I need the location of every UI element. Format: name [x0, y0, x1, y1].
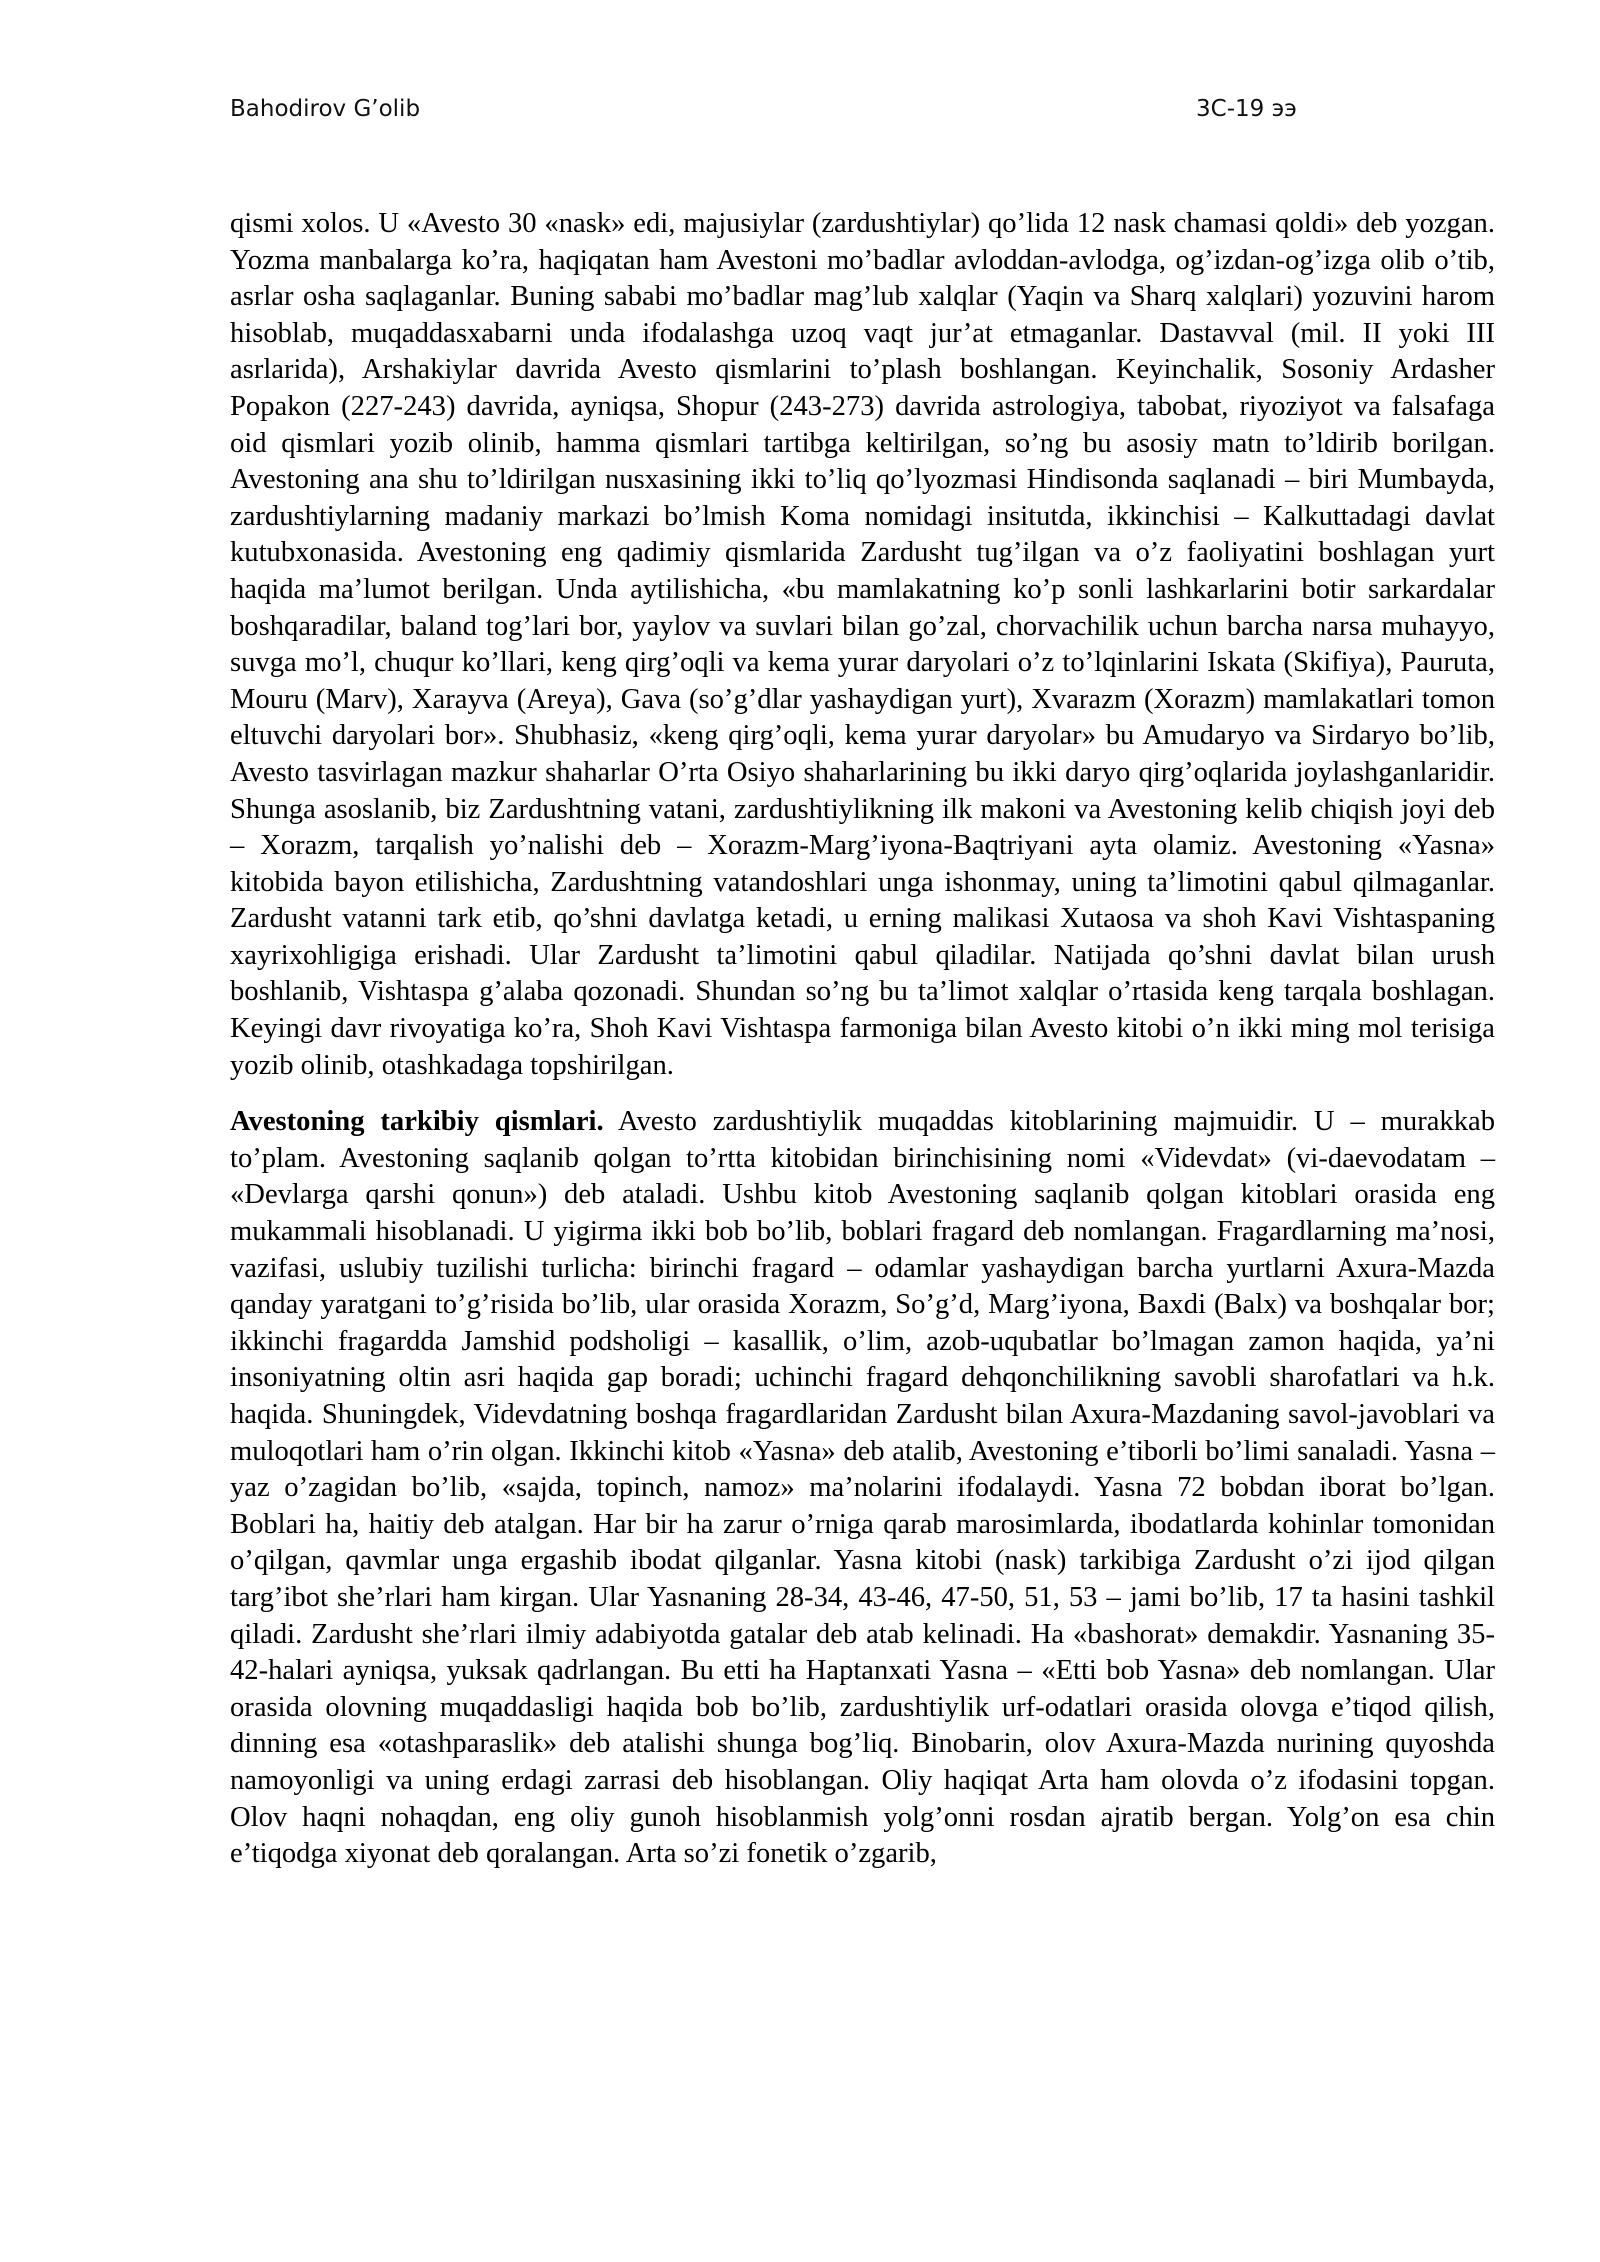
paragraph-1-text: qismi xolos. U «Avesto 30 «nask» edi, majusiylar (zardushtiylar) qo’lida 12 nask chamasi qoldi» deb yozgan. Yozma manbalarga ko’ra, haqiqatan ham Avestoni mo’badlar avloddan-avlodga, og’izdan-og’izga olib o’tib, asrlar osha saqlaganlar. Buning sababi mo’badlar mag’lub xalqlar (Yaqin va Sharq xalqlari) yozuvini harom hisoblab, muqaddasxabarni unda ifodalashga uzoq vaqt jur’at etmaganlar. Dastavval (mil. II yoki III asrlarida), Arshakiylar davrida Avesto qismlarini to’plash boshlangan. Keyinchalik, Sosoniy Ardasher Popakon (227-243) davrida, ayniqsa, Shopur (243-273) davrida astrologiya, tabobat, riyoziyot va falsafaga oid qismlari yozib olinib, hamma qismlari tartibga keltirilgan, so’ng bu asosiy matn to’ldirib borilgan. Avestoning ana shu to’ldirilgan nusxasining ikki to’liq qo’lyozmasi Hindisonda saqlanadi – biri Mumbayda, zardushtiylarning madaniy markazi bo’lmish Koma nomidagi insitutda, ikkinchisi – Kalkuttadagi davlat kutubxonasida. Avestoning eng qadimiy qismlarida Zardusht tug’ilgan va o’z faoliyatini boshlagan yurt haqida ma’lumot berilgan. Unda aytilishicha, «bu mamlakatning ko’p sonli lashkarlarini botir sarkardalar boshqaradilar, baland tog’lari bor, yaylov va suvlari bilan go’zal, chorvachilik uchun barcha narsa muhayyo, suvga mo’l, chuqur ko’llari, keng qirg’oqli va kema yurar daryolari o’z to’lqinlarini Iskata (Skifiya), Pauruta, Mouru (Marv), Xarayva (Areya), Gava (so’g’dlar yashaydigan yurt), Xvarazm (Xorazm) mamlakatlari tomon eltuvchi daryolari bor». Shubhasiz, «keng qirg’oqli, kema yurar daryolar» bu Amudaryo va Sirdaryo bo’lib, Avesto tasvirlagan mazkur shaharlar O’rta Osiyo shaharlarining bu ikki daryo qirg’oqlarida joylashganlaridir. Shunga asoslanib, biz Zardushtning vatani, zardushtiylikning ilk makoni va Avestoning kelib chiqish joyi deb – Xorazm, tarqalish yo’nalishi deb – Xorazm-Marg’iyona-Baqtriyani ayta olamiz. Avestoning «Yasna» kitobida bayon etilishicha, Zardushtning vatandoshlari unga ishonmay, uning ta’limotini qabul qilmaganlar. Zardusht vatanni tark etib, qo’shni davlatga ketadi, u erning malikasi Xutaosa va shoh Kavi Vishtaspaning xayrixohligiga erishadi. Ular Zardusht ta’limotini qabul qiladilar. Natijada qo’shni davlat bilan urush boshlanib, Vishtaspa g’alaba qozonadi. Shundan so’ng bu ta’limot xalqlar o’rtasida keng tarqala boshlagan. Keyingi davr rivoyatiga ko’ra, Shoh Kavi Vishtaspa farmoniga bilan Avesto kitobi o’n ikki ming mol terisiga yozib olinib, otashkadaga topshirilgan. — [230, 208, 1495, 1081]
page-header — [230, 96, 1370, 136]
header-group: 3C-19 ээ — [1196, 96, 1297, 122]
paragraph-1 — [230, 206, 1495, 1084]
paragraph-2 — [230, 1104, 1495, 1872]
header-author: Bahodirov G’olib — [230, 96, 421, 122]
section-heading: Avestoning tarkibiy qismlari. — [230, 1106, 604, 1138]
paragraph-2-text: Avesto zardushtiylik muqaddas kitoblarining majmuidir. U – murakkab to’plam. Avestoning saqlanib qolgan to’rtta kitobidan birinchisining nomi «Videvdat» (vi-daevodatam – «Devlarga qarshi qonun») deb ataladi. Ushbu kitob Avestoning saqlanib qolgan kitoblari orasida eng mukammali hisoblanadi. U yigirma ikki bob bo’lib, boblari fragard deb nomlangan. Fragardlarning ma’nosi, vazifasi, uslubiy tuzilishi turlicha: birinchi fragard – odamlar yashaydigan barcha yurtlarni Axura-Mazda qanday yaratgani to’g’risida bo’lib, ular orasida Xorazm, So’g’d, Marg’iyona, Baxdi (Balx) va boshqalar bor; ikkinchi fragardda Jamshid podsholigi – kasallik, o’lim, azob-uqubatlar bo’lmagan zamon haqida, ya’ni insoniyatning oltin asri haqida gap boradi; uchinchi fragard dehqonchilikning savobli sharofatlari va h.k. haqida. Shuningdek, Videvdatning boshqa fragardlaridan Zardusht bilan Axura-Mazdaning savol-javoblari va muloqotlari ham o’rin olgan. Ikkinchi kitob «Yasna» deb atalib, Avestoning e’tiborli bo’limi sanaladi. Yasna – yaz o’zagidan bo’lib, «sajda, topinch, namoz» ma’nolarini ifodalaydi. Yasna 72 bobdan iborat bo’lgan. Boblari ha, haitiy deb atalgan. Har bir ha zarur o’rniga qarab marosimlarda, ibodatlarda kohinlar tomonidan o’qilgan, qavmlar unga ergashib ibodat qilganlar. Yasna kitobi (nask) tarkibiga Zardusht o’zi ijod qilgan targ’ibot she’rlari ham kirgan. Ular Yasnaning 28-34, 43-46, 47-50, 51, 53 – jami bo’lib, 17 ta hasini tashkil qiladi. Zardusht she’rlari ilmiy adabiyotda gatalar deb atab kelinadi. Ha «bashorat» demakdir. Yasnaning 35-42-halari ayniqsa, yuksak qadrlangan. Bu etti ha Haptanxati Yasna – «Etti bob Yasna» deb nomlangan. Ular orasida olovning muqaddasligi haqida bob bo’lib, zardushtiylik urf-odatlari orasida olovga e’tiqod qilish, dinning esa «otashparaslik» deb atalishi shunga bog’liq. Binobarin, olov Axura-Mazda nurining quyoshda namoyonligi va uning erdagi zarrasi deb hisoblangan. Oliy haqiqat Arta ham olovda o’z ifodasini topgan. Olov haqni nohaqdan, eng oliy gunoh hisoblanmish yolg’onni rosdan ajratib bergan. Yolg’on esa chin e’tiqodga xiyonat deb qoralangan. Arta so’zi fonetik o’zgarib, — [230, 1106, 1496, 1870]
document-body — [230, 206, 1495, 1873]
